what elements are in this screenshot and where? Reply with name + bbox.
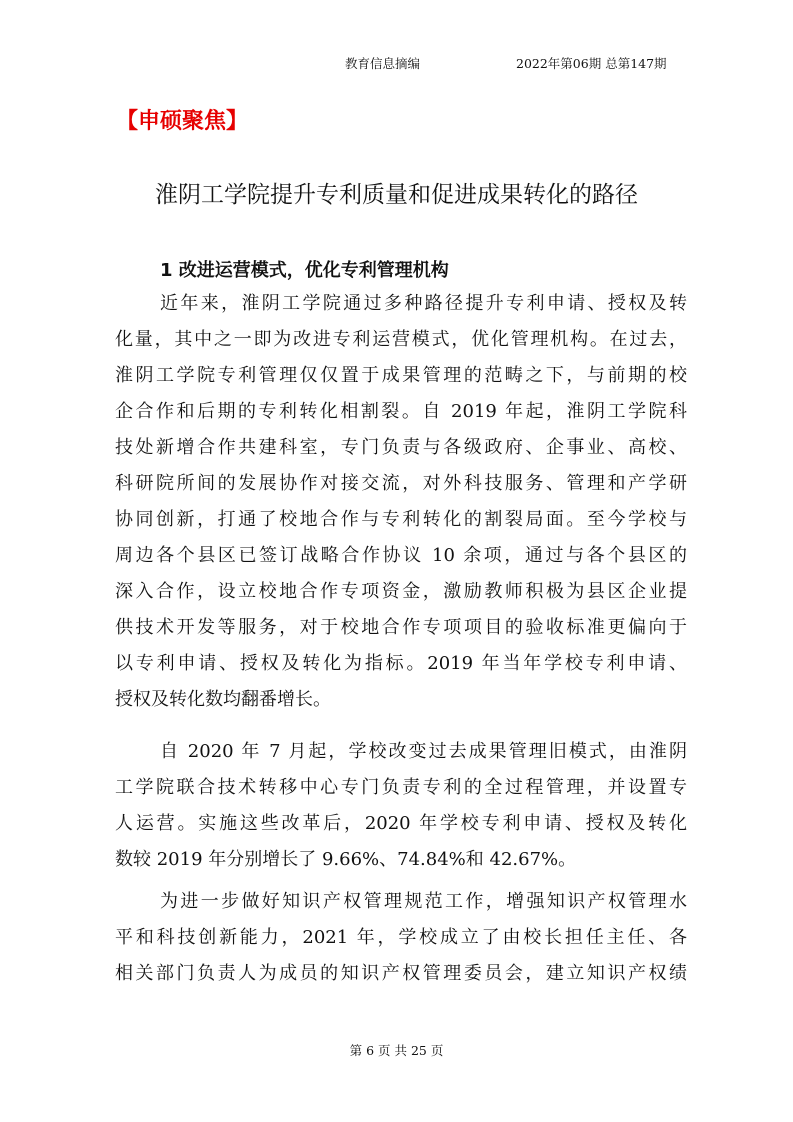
- publication-name: 教育信息摘编: [345, 56, 421, 71]
- text-line: 授权及转化数均翻番增长。: [115, 689, 331, 710]
- text-line: 淮阴工学院专利管理仅仅置于成果管理的范畴之下，与前期的校: [115, 365, 687, 386]
- paragraph-2: [115, 734, 687, 878]
- text-line: 工学院联合技术转移中心专门负责专利的全过程管理，并设置专: [115, 777, 687, 798]
- text-line: 供技术开发等服务，对于校地合作专项项目的验收标准更偏向于: [115, 617, 687, 638]
- column-tag: 【申硕聚焦】: [116, 109, 249, 134]
- paragraph-1: [115, 286, 687, 718]
- text-line: 数较 2019 年分别增长了 9.66%、74.84%和 42.67%。: [115, 849, 577, 870]
- text-line: 人运营。实施这些改革后，2020 年学校专利申请、授权及转化: [115, 813, 687, 834]
- text-line: 技处新增合作共建科室，专门负责与各级政府、企事业、高校、: [115, 437, 687, 458]
- page-number: 第 6 页 共 25 页: [349, 1043, 444, 1058]
- text-line: 近年来，淮阴工学院通过多种路径提升专利申请、授权及转: [160, 293, 687, 314]
- text-line: 周边各个县区已签订战略合作协议 10 余项，通过与各个县区的: [115, 545, 687, 566]
- text-line: 相关部门负责人为成员的知识产权管理委员会，建立知识产权绩: [115, 963, 687, 984]
- paragraph-3: [115, 884, 687, 992]
- issue-number: 2022年第06期 总第147期: [516, 56, 667, 71]
- text-line: 科研院所间的发展协作对接交流，对外科技服务、管理和产学研: [115, 473, 687, 494]
- text-line: 企合作和后期的专利转化相割裂。自 2019 年起，淮阴工学院科: [115, 401, 687, 422]
- text-line: 为进一步做好知识产权管理规范工作，增强知识产权管理水: [160, 891, 687, 912]
- section-heading: 1 改进运营模式，优化专利管理机构: [160, 260, 449, 281]
- text-line: 协同创新，打通了校地合作与专利转化的割裂局面。至今学校与: [115, 509, 687, 530]
- text-line: 化量，其中之一即为改进专利运营模式，优化管理机构。在过去，: [115, 329, 687, 350]
- text-line: 以专利申请、授权及转化为指标。2019 年当年学校专利申请、: [115, 653, 687, 674]
- article-title: 淮阴工学院提升专利质量和促进成果转化的路径: [155, 182, 638, 208]
- text-line: 深入合作，设立校地合作专项资金，激励教师积极为县区企业提: [115, 581, 687, 602]
- text-line: 平和科技创新能力，2021 年，学校成立了由校长担任主任、各: [115, 927, 687, 948]
- text-line: 自 2020 年 7 月起，学校改变过去成果管理旧模式，由淮阴: [160, 741, 687, 762]
